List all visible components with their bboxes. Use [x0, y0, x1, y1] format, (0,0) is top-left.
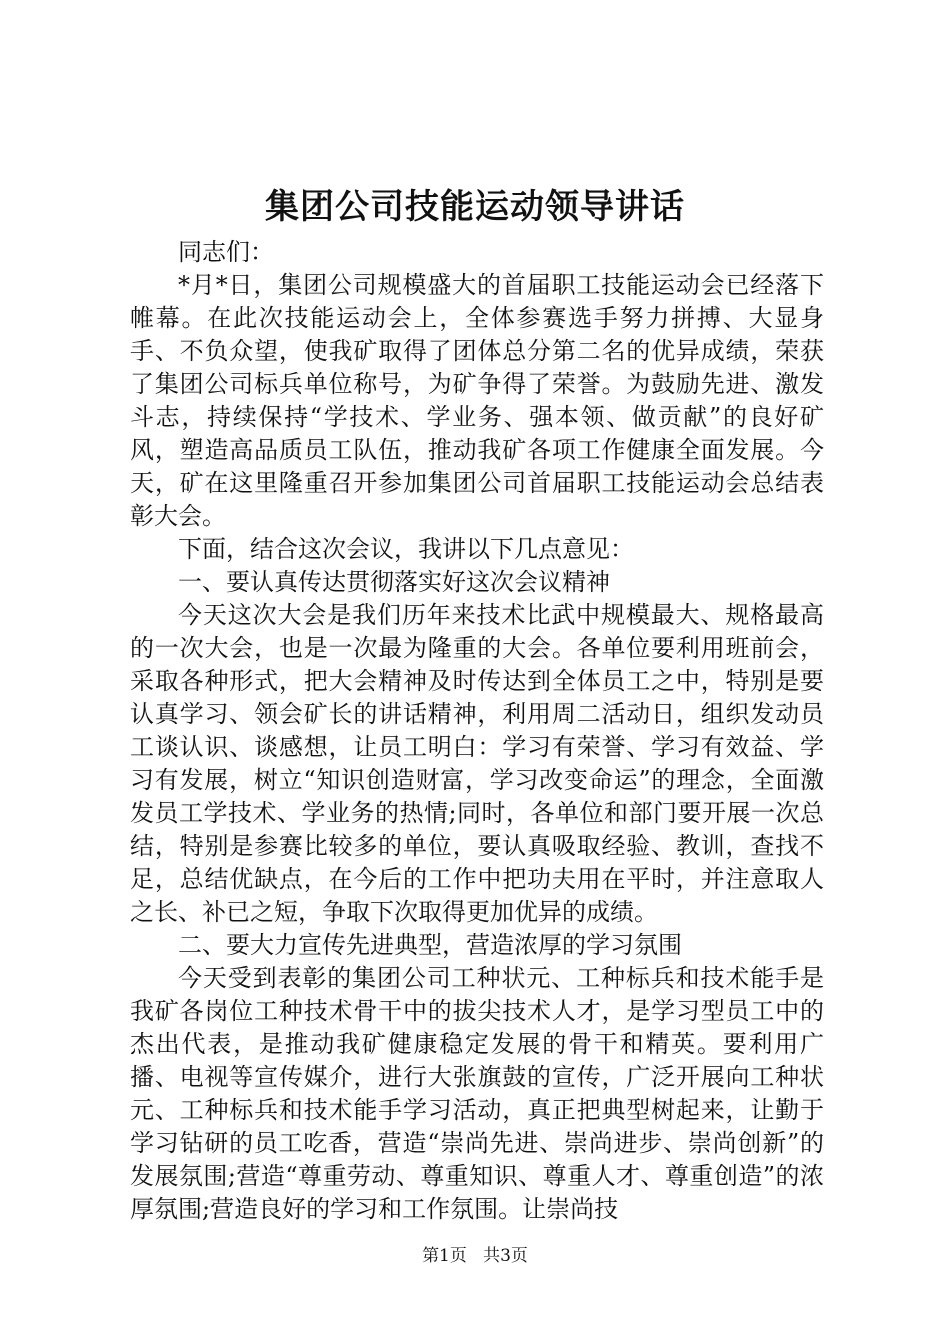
paragraph-section-1: 今天这次大会是我们历年来技术比武中规模最大、规格最高的一次大会，也是一次最为隆重的大会。各单位要利用班前会，采取各种形式，把大会精神及时传达到全体员工之中，特别是要认真学习、领会矿长的讲话精神，利用周二活动日，组织发动员工谈认识、谈感想，让员工明白：学习有荣誉、学习有效益、学习有发展，树立“知识创造财富，学习改变命运”的理念，全面激发员工学技术、学业务的热情;同时，各单位和部门要开展一次总结，特别是参赛比较多的单位，要认真吸取经验、教训，查找不足，总结优缺点，在今后的工作中把功夫用在平时，并注意取人之长、补已之短，争取下次取得更加优异的成绩。 — [130, 601, 824, 926]
paragraph-transition: 下面，结合这次会议，我讲以下几点意见： — [178, 535, 634, 563]
section-heading-1: 一、要认真传达贯彻落实好这次会议精神 — [178, 568, 610, 596]
salutation: 同志们： — [178, 238, 274, 266]
page-number: 第1页 — [422, 1246, 467, 1266]
paragraph-section-2: 今天受到表彰的集团公司工种状元、工种标兵和技术能手是我矿各岗位工种技术骨干中的拔尖技术人才，是学习型员工中的杰出代表，是推动我矿健康稳定发展的骨干和精英。要利用广播、电视等宣传媒介，进行大张旗鼓的宣传，广泛开展向工种状元、工种标兵和技术能手学习活动，真正把典型树起来，让勤于学习钻研的员工吃香，营造“崇尚先进、崇尚进步、崇尚创新”的发展氛围;营造“尊重劳动、尊重知识、尊重人才、尊重创造”的浓厚氛围;营造良好的学习和工作氛围。让崇尚技 — [130, 964, 824, 1223]
section-heading-2: 二、要大力宣传先进典型，营造浓厚的学习氛围 — [178, 931, 682, 959]
page-title: 集团公司技能运动领导讲话 — [265, 187, 685, 227]
page-footer — [0, 1244, 950, 1268]
page-total: 共3页 — [483, 1246, 528, 1266]
paragraph-intro: *月*日，集团公司规模盛大的首届职工技能运动会已经落下帷幕。在此次技能运动会上，全体参赛选手努力拼搏、大显身手、不负众望，使我矿取得了团体总分第二名的优异成绩，荣获了集团公司标兵单位称号，为矿争得了荣誉。为鼓励先进、激发斗志，持续保持“学技术、学业务、强本领、做贡献”的良好矿风，塑造高品质员工队伍，推动我矿各项工作健康全面发展。今天，矿在这里隆重召开参加集团公司首届职工技能运动会总结表彰大会。 — [130, 271, 824, 530]
document-body — [130, 236, 824, 1226]
